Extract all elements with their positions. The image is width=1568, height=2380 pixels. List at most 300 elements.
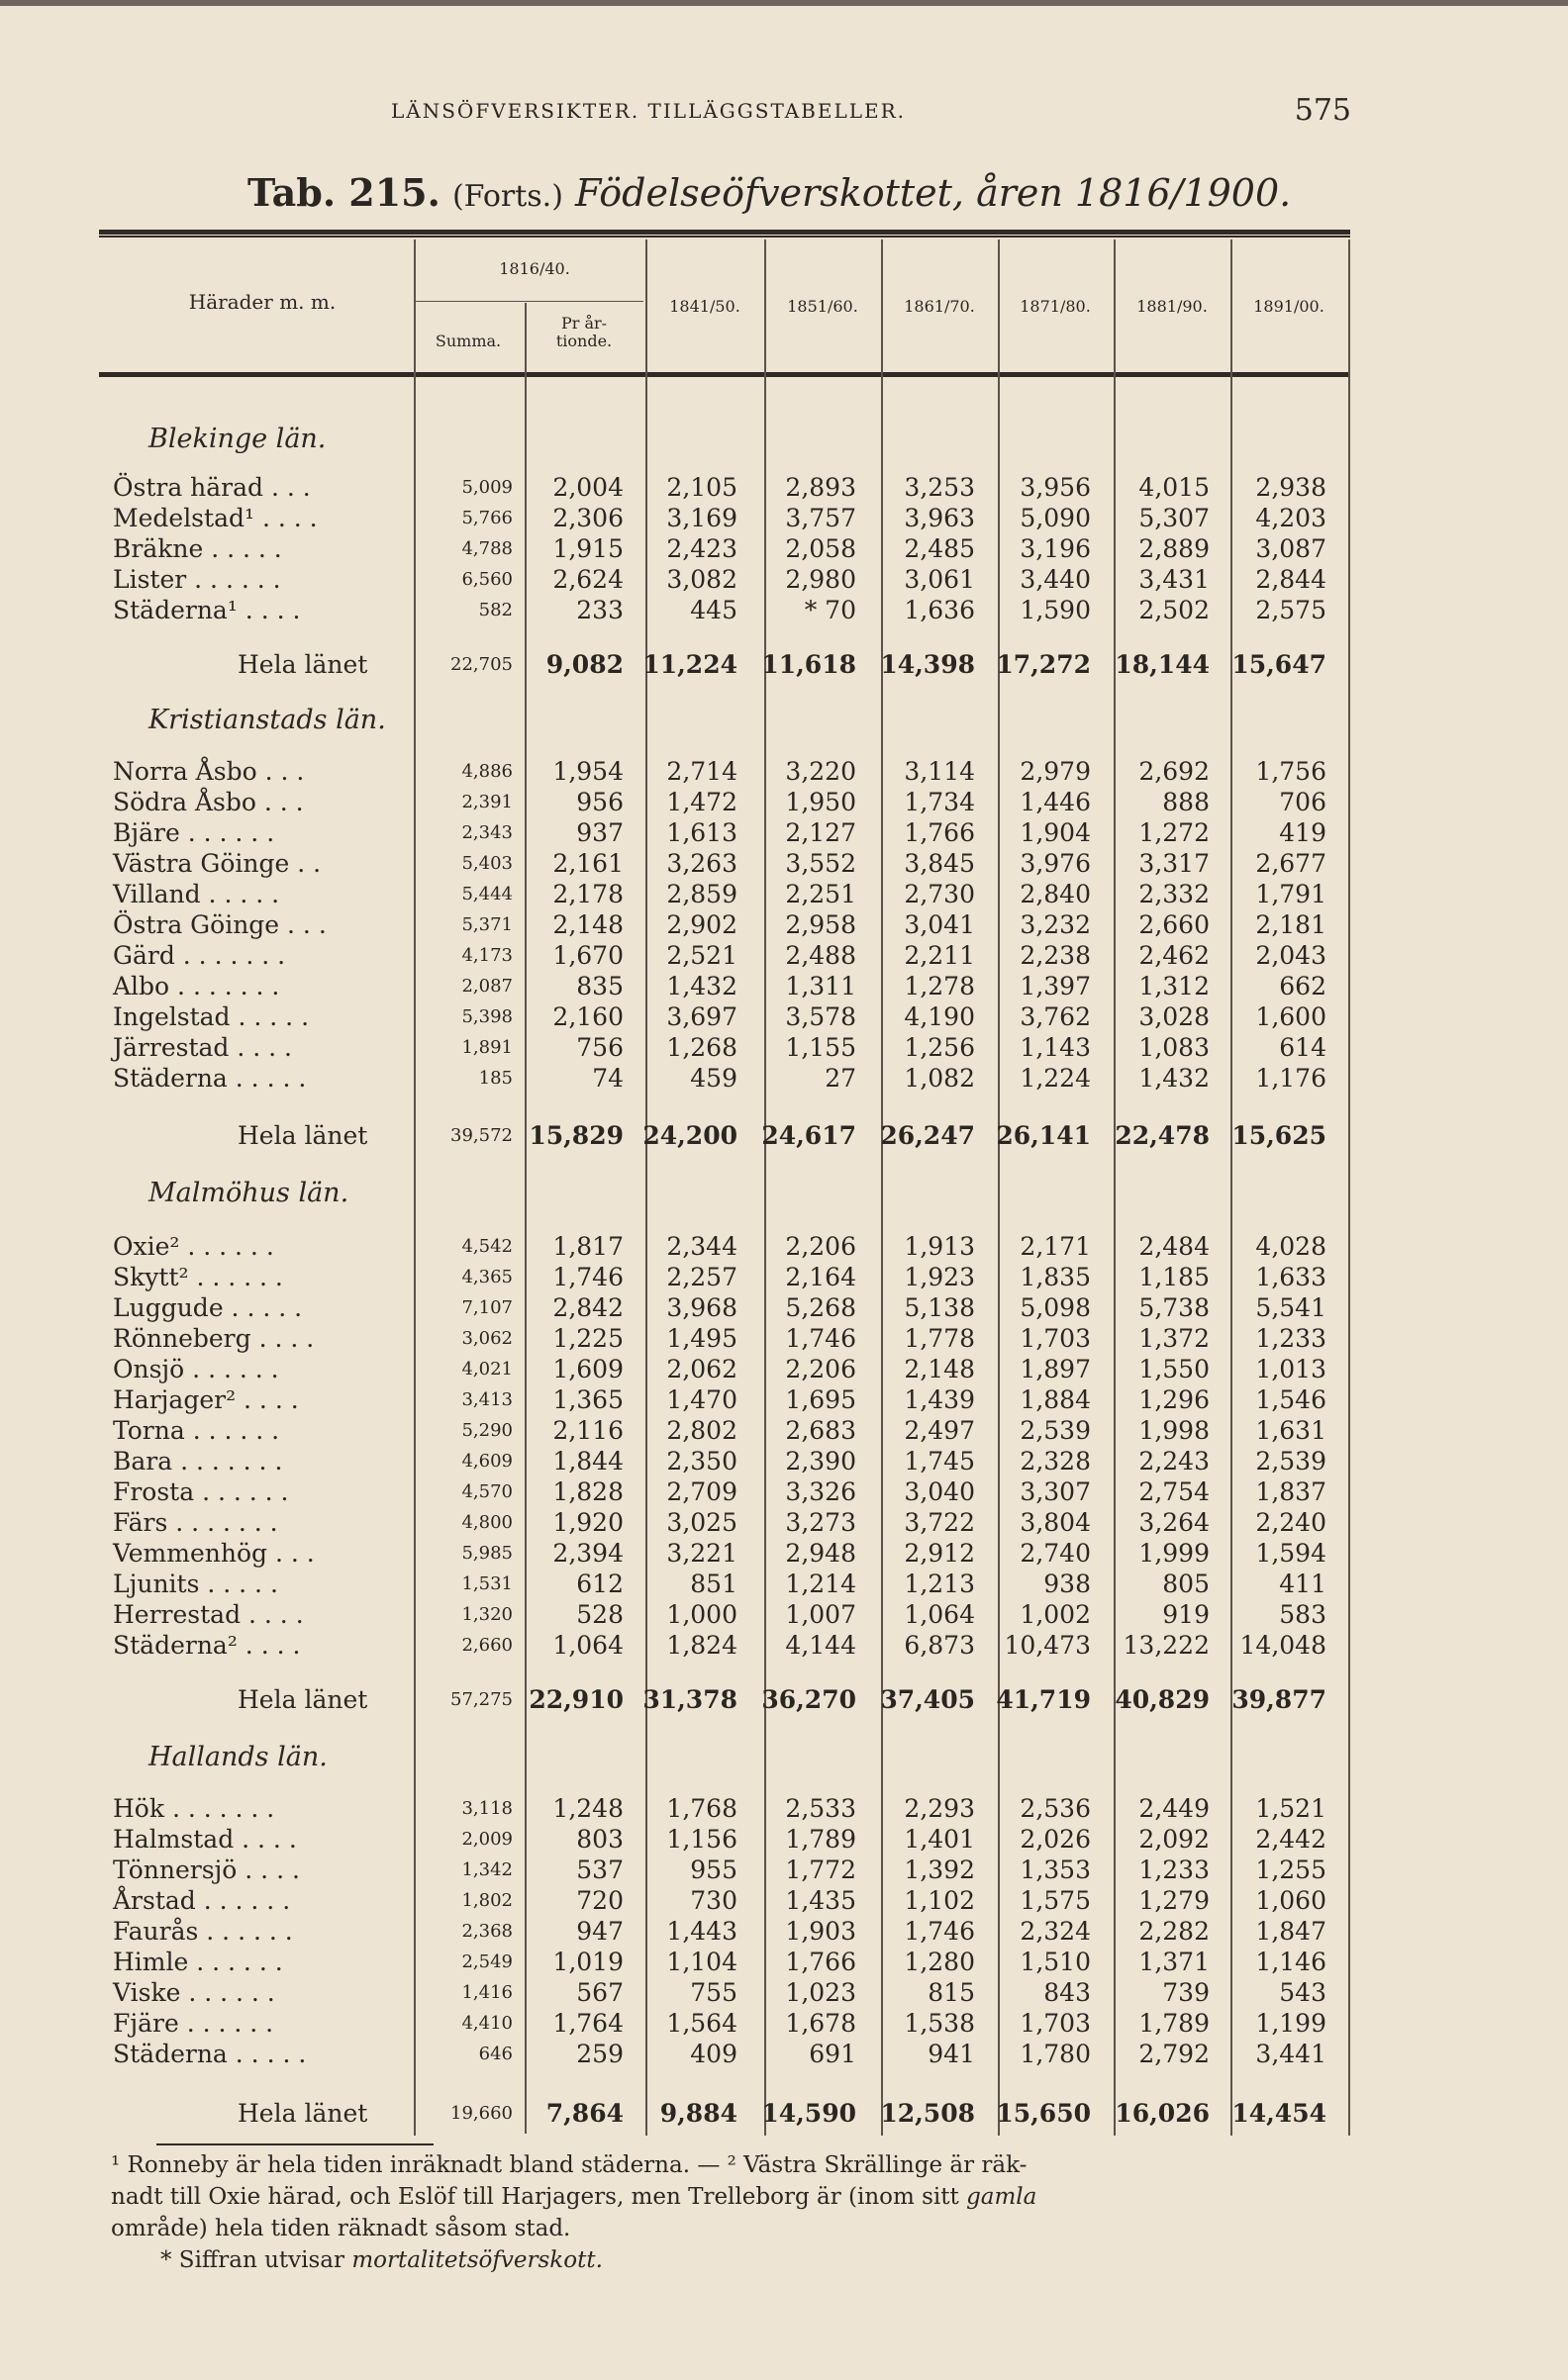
total-value: 40,829	[1115, 1685, 1210, 1714]
cell-value: 2,251	[785, 880, 856, 908]
cell-value: 13,222	[1123, 1631, 1210, 1660]
cell-value: 2,043	[1255, 941, 1326, 970]
cell-value: 2,502	[1138, 596, 1210, 624]
cell-value: 3,041	[904, 910, 975, 939]
cell-value: 3,264	[1138, 1508, 1210, 1537]
cell-value: 1,224	[1020, 1064, 1091, 1093]
cell-value: 2,497	[904, 1416, 975, 1445]
total-summa: 39,572	[450, 1125, 513, 1146]
cell-value: 2,948	[785, 1539, 856, 1568]
cell-value: 1,279	[1138, 1886, 1210, 1915]
cell-value: 1,225	[552, 1324, 624, 1353]
row-label: Villand . . . . .	[113, 880, 280, 908]
cell-value: 2,148	[552, 910, 624, 939]
cell-value: 706	[1279, 788, 1326, 816]
header-summa: Summa.	[435, 332, 502, 350]
cell-value: 1,590	[1020, 596, 1091, 624]
row-label: Ingelstad . . . . .	[113, 1002, 310, 1031]
cell-value: 1,064	[904, 1600, 975, 1629]
cell-value: * 70	[804, 596, 856, 624]
total-value: 22,910	[529, 1685, 624, 1714]
table-row	[0, 1630, 1568, 1661]
table-row	[0, 971, 1568, 1001]
cell-summa: 185	[478, 1068, 513, 1089]
total-value: 11,618	[761, 650, 856, 679]
total-row	[0, 1684, 1568, 1715]
cell-value: 2,660	[1138, 910, 1210, 939]
footnote-line-4	[111, 2244, 1338, 2276]
cell-value: 4,015	[1138, 473, 1210, 502]
cell-value: 938	[1043, 1570, 1091, 1598]
table-row	[0, 1323, 1568, 1354]
row-label: Oxie² . . . . . .	[113, 1232, 274, 1261]
cell-value: 2,730	[904, 880, 975, 908]
cell-value: 1,435	[785, 1886, 856, 1915]
cell-value: 1,998	[1138, 1416, 1210, 1445]
row-label: Medelstad¹ . . . .	[113, 504, 318, 532]
header-bottom-rule	[99, 372, 1350, 377]
cell-value: 2,533	[785, 1794, 856, 1823]
cell-value: 3,326	[785, 1477, 856, 1506]
cell-value: 4,190	[904, 1002, 975, 1031]
row-label: Tönnersjö . . . .	[113, 1856, 300, 1884]
table-row	[0, 1507, 1568, 1538]
cell-value: 843	[1043, 1978, 1091, 2007]
cell-value: 3,220	[785, 757, 856, 786]
cell-value: 1,176	[1255, 1064, 1326, 1093]
cell-summa: 3,413	[461, 1389, 513, 1410]
cell-value: 1,233	[1138, 1856, 1210, 1884]
cell-value: 2,462	[1138, 941, 1210, 970]
cell-value: 1,002	[1020, 1600, 1091, 1629]
cell-value: 3,968	[666, 1293, 737, 1322]
row-label: Lister . . . . . .	[113, 565, 281, 594]
cell-value: 1,156	[666, 1825, 737, 1854]
header-1816-40-underline	[416, 301, 643, 302]
cell-value: 1,371	[1138, 1948, 1210, 1976]
table-row	[0, 1415, 1568, 1446]
cell-value: 2,328	[1020, 1447, 1091, 1476]
cell-summa: 1,320	[461, 1604, 513, 1625]
cell-value: 1,446	[1020, 788, 1091, 816]
table-continued-note: (Forts.)	[451, 179, 563, 214]
table-row	[0, 817, 1568, 848]
row-label: Halmstad . . . .	[113, 1825, 297, 1854]
cell-value: 1,920	[552, 1508, 624, 1537]
cell-value: 1,102	[904, 1886, 975, 1915]
cell-value: 2,521	[666, 941, 737, 970]
cell-value: 2,902	[666, 910, 737, 939]
cell-value: 1,443	[666, 1917, 737, 1946]
cell-value: 1,280	[904, 1948, 975, 1976]
cell-value: 3,722	[904, 1508, 975, 1537]
cell-value: 1,472	[666, 788, 737, 816]
cell-summa: 1,531	[461, 1573, 513, 1594]
cell-value: 1,766	[785, 1948, 856, 1976]
cell-value: 1,594	[1255, 1539, 1326, 1568]
cell-value: 2,979	[1020, 757, 1091, 786]
cell-value: 1,432	[1138, 1064, 1210, 1093]
table-row	[0, 756, 1568, 787]
cell-value: 1,766	[904, 818, 975, 847]
cell-value: 2,127	[785, 818, 856, 847]
cell-summa: 4,886	[461, 761, 513, 782]
cell-summa: 2,368	[461, 1921, 513, 1942]
cell-value: 2,105	[666, 473, 737, 502]
cell-value: 1,746	[904, 1917, 975, 1946]
row-label: Luggude . . . . .	[113, 1293, 303, 1322]
cell-value: 1,837	[1255, 1477, 1326, 1506]
cell-value: 1,104	[666, 1948, 737, 1976]
running-head	[391, 93, 1381, 128]
cell-value: 835	[576, 972, 624, 1000]
table-row	[0, 1599, 1568, 1630]
cell-summa: 5,398	[461, 1006, 513, 1027]
cell-value: 409	[690, 2040, 737, 2068]
total-value: 14,398	[880, 650, 975, 679]
cell-value: 1,495	[666, 1324, 737, 1353]
cell-summa: 4,800	[461, 1512, 513, 1533]
table-row	[0, 595, 1568, 625]
table-row	[0, 787, 1568, 817]
cell-value: 2,539	[1255, 1447, 1326, 1476]
cell-value: 3,221	[666, 1539, 737, 1568]
row-label: Städerna . . . . .	[113, 2040, 307, 2068]
cell-summa: 5,403	[461, 853, 513, 874]
table-row	[0, 940, 1568, 971]
cell-value: 1,703	[1020, 2009, 1091, 2038]
cell-value: 3,025	[666, 1508, 737, 1537]
row-label: Östra härad . . .	[113, 473, 311, 502]
table-row	[0, 1354, 1568, 1384]
total-value: 41,719	[996, 1685, 1091, 1714]
total-label: Hela länet	[238, 1685, 368, 1714]
cell-value: 612	[576, 1570, 624, 1598]
cell-value: 2,092	[1138, 1825, 1210, 1854]
total-value: 15,647	[1231, 650, 1326, 679]
cell-value: 3,963	[904, 504, 975, 532]
cell-value: 2,484	[1138, 1232, 1210, 1261]
table-row	[0, 1569, 1568, 1599]
cell-value: 3,317	[1138, 849, 1210, 878]
row-label: Bjäre . . . . . .	[113, 818, 275, 847]
cell-value: 1,768	[666, 1794, 737, 1823]
cell-summa: 1,342	[461, 1859, 513, 1880]
cell-value: 537	[576, 1856, 624, 1884]
cell-value: 3,578	[785, 1002, 856, 1031]
row-label: Västra Göinge . .	[113, 849, 322, 878]
cell-value: 3,845	[904, 849, 975, 878]
cell-value: 10,473	[1004, 1631, 1091, 1660]
cell-value: 1,950	[785, 788, 856, 816]
cell-value: 1,915	[552, 534, 624, 563]
cell-value: 937	[576, 818, 624, 847]
cell-value: 445	[690, 596, 737, 624]
cell-summa: 582	[478, 600, 513, 620]
row-label: Fjäre . . . . . .	[113, 2009, 274, 2038]
cell-value: 3,697	[666, 1002, 737, 1031]
cell-value: 1,365	[552, 1385, 624, 1414]
header-period: 1891/00.	[1253, 297, 1324, 316]
cell-summa: 4,570	[461, 1481, 513, 1502]
header-period: 1881/90.	[1136, 297, 1208, 316]
cell-value: 1,521	[1255, 1794, 1326, 1823]
cell-value: 3,232	[1020, 910, 1091, 939]
table-row	[0, 909, 1568, 940]
cell-value: 1,546	[1255, 1385, 1326, 1414]
cell-value: 2,026	[1020, 1825, 1091, 1854]
cell-value: 1,155	[785, 1033, 856, 1062]
row-label: Himle . . . . . .	[113, 1948, 283, 1976]
cell-value: 2,178	[552, 880, 624, 908]
cell-value: 756	[576, 1033, 624, 1062]
cell-summa: 1,802	[461, 1890, 513, 1911]
cell-value: 2,624	[552, 565, 624, 594]
cell-value: 3,169	[666, 504, 737, 532]
cell-value: 2,893	[785, 473, 856, 502]
cell-value: 1,903	[785, 1917, 856, 1946]
header-harader: Härader m. m.	[188, 290, 337, 314]
row-label: Gärd . . . . . . .	[113, 941, 286, 970]
table-row	[0, 1977, 1568, 2008]
cell-value: 1,000	[666, 1600, 737, 1629]
cell-value: 739	[1162, 1978, 1210, 2007]
cell-value: 730	[690, 1886, 737, 1915]
cell-value: 2,677	[1255, 849, 1326, 878]
cell-value: 4,028	[1255, 1232, 1326, 1261]
table-row	[0, 1001, 1568, 1032]
cell-value: 1,538	[904, 2009, 975, 2038]
cell-value: 2,844	[1255, 565, 1326, 594]
total-value: 36,270	[761, 1685, 856, 1714]
row-label: Städerna . . . . .	[113, 1064, 307, 1093]
table-row	[0, 1947, 1568, 1977]
cell-value: 528	[576, 1600, 624, 1629]
cell-value: 1,897	[1020, 1355, 1091, 1383]
cell-value: 2,062	[666, 1355, 737, 1383]
cell-value: 1,470	[666, 1385, 737, 1414]
cell-value: 1,256	[904, 1033, 975, 1062]
total-value: 11,224	[642, 650, 737, 679]
table-row	[0, 1292, 1568, 1323]
row-label: Skytt² . . . . . .	[113, 1263, 283, 1291]
cell-value: 614	[1279, 1033, 1326, 1062]
header-pr-artionde	[525, 315, 643, 350]
cell-summa: 5,985	[461, 1543, 513, 1564]
cell-value: 2,714	[666, 757, 737, 786]
total-value: 24,200	[642, 1121, 737, 1150]
row-label: Bräkne . . . . .	[113, 534, 282, 563]
cell-value: 2,344	[666, 1232, 737, 1261]
cell-summa: 5,009	[461, 477, 513, 498]
total-row	[0, 1120, 1568, 1151]
total-summa: 57,275	[450, 1689, 513, 1710]
total-summa: 19,660	[450, 2103, 513, 2124]
cell-value: 3,263	[666, 849, 737, 878]
cell-value: 5,307	[1138, 504, 1210, 532]
page-number: 575	[1294, 93, 1351, 128]
cell-value: 1,268	[666, 1033, 737, 1062]
cell-value: 2,958	[785, 910, 856, 939]
cell-value: 1,745	[904, 1447, 975, 1476]
footnote-line-2-text: nadt till Oxie härad, och Eslöf till Harjagers, men Trelleborg är (inom sitt	[111, 2184, 967, 2210]
cell-summa: 4,173	[461, 945, 513, 966]
cell-value: 755	[690, 1978, 737, 2007]
total-value: 24,617	[761, 1121, 856, 1150]
section-heading: Kristianstads län.	[148, 705, 386, 735]
row-label: Herrestad . . . .	[113, 1600, 304, 1629]
cell-value: 1,397	[1020, 972, 1091, 1000]
row-label: Ljunits . . . . .	[113, 1570, 278, 1598]
table-row	[0, 1063, 1568, 1094]
cell-summa: 4,609	[461, 1451, 513, 1472]
header-pr: Pr år-	[560, 314, 608, 333]
cell-value: 1,013	[1255, 1355, 1326, 1383]
cell-value: 2,859	[666, 880, 737, 908]
cell-value: 2,980	[785, 565, 856, 594]
cell-value: 2,394	[552, 1539, 624, 1568]
section-heading: Blekinge län.	[148, 424, 327, 454]
cell-value: 5,098	[1020, 1293, 1091, 1322]
cell-summa: 2,549	[461, 1952, 513, 1972]
cell-summa: 6,560	[461, 569, 513, 590]
total-value: 26,247	[880, 1121, 975, 1150]
cell-value: 1,213	[904, 1570, 975, 1598]
cell-value: 3,441	[1255, 2040, 1326, 2068]
cell-value: 2,293	[904, 1794, 975, 1823]
cell-value: 2,324	[1020, 1917, 1091, 1946]
cell-value: 27	[825, 1064, 856, 1093]
cell-value: 1,746	[552, 1263, 624, 1291]
cell-value: 3,253	[904, 473, 975, 502]
cell-value: 1,023	[785, 1978, 856, 2007]
total-value: 12,508	[880, 2099, 975, 2128]
table-row	[0, 1538, 1568, 1569]
cell-value: 1,550	[1138, 1355, 1210, 1383]
header-top-rule	[99, 230, 1350, 235]
cell-value: 691	[809, 2040, 856, 2068]
cell-value: 2,306	[552, 504, 624, 532]
cell-summa: 3,062	[461, 1328, 513, 1349]
cell-value: 5,541	[1255, 1293, 1326, 1322]
cell-summa: 2,391	[461, 792, 513, 812]
cell-value: 1,633	[1255, 1263, 1326, 1291]
cell-value: 1,278	[904, 972, 975, 1000]
cell-value: 1,372	[1138, 1324, 1210, 1353]
cell-value: 3,440	[1020, 565, 1091, 594]
cell-value: 2,206	[785, 1355, 856, 1383]
total-value: 18,144	[1115, 650, 1210, 679]
cell-summa: 5,371	[461, 914, 513, 935]
cell-summa: 2,009	[461, 1829, 513, 1850]
total-label: Hela länet	[238, 650, 368, 679]
cell-value: 851	[690, 1570, 737, 1598]
table-row	[0, 503, 1568, 533]
cell-value: 2,938	[1255, 473, 1326, 502]
cell-value: 5,090	[1020, 504, 1091, 532]
cell-value: 3,307	[1020, 1477, 1091, 1506]
cell-value: 1,311	[785, 972, 856, 1000]
cell-value: 1,764	[552, 2009, 624, 2038]
cell-value: 3,757	[785, 504, 856, 532]
cell-value: 4,144	[785, 1631, 856, 1660]
cell-value: 2,485	[904, 534, 975, 563]
row-label: Årstad . . . . . .	[113, 1886, 291, 1915]
cell-value: 1,746	[785, 1324, 856, 1353]
cell-value: 567	[576, 1978, 624, 2007]
cell-value: 3,976	[1020, 849, 1091, 878]
cell-value: 74	[592, 1064, 624, 1093]
cell-summa: 5,290	[461, 1420, 513, 1441]
cell-value: 1,353	[1020, 1856, 1091, 1884]
cell-value: 2,539	[1020, 1416, 1091, 1445]
row-label: Järrestad . . . .	[113, 1033, 292, 1062]
footnote-line-1: ¹ Ronneby är hela tiden inräknadt bland städerna. — ² Västra Skrällinge är räk-	[111, 2152, 1028, 2178]
footnote-line-4-text: * Siffran utvisar	[160, 2247, 352, 2273]
cell-value: 1,146	[1255, 1948, 1326, 1976]
cell-value: 1,199	[1255, 2009, 1326, 2038]
cell-value: 2,423	[666, 534, 737, 563]
cell-value: 3,552	[785, 849, 856, 878]
cell-value: 1,789	[785, 1825, 856, 1854]
cell-value: 2,282	[1138, 1917, 1210, 1946]
table-row	[0, 1262, 1568, 1292]
total-value: 16,026	[1115, 2099, 1210, 2128]
cell-summa: 646	[478, 2044, 513, 2064]
cell-value: 662	[1279, 972, 1326, 1000]
cell-summa: 3,118	[461, 1798, 513, 1819]
cell-value: 1,954	[552, 757, 624, 786]
cell-value: 1,695	[785, 1385, 856, 1414]
cell-value: 2,889	[1138, 534, 1210, 563]
total-value: 15,829	[529, 1121, 624, 1150]
cell-value: 2,390	[785, 1447, 856, 1476]
cell-value: 1,060	[1255, 1886, 1326, 1915]
cell-summa: 1,891	[461, 1037, 513, 1058]
cell-value: 1,272	[1138, 818, 1210, 847]
total-value: 14,454	[1231, 2099, 1326, 2128]
cell-value: 14,048	[1239, 1631, 1326, 1660]
cell-value: 1,312	[1138, 972, 1210, 1000]
cell-value: 1,082	[904, 1064, 975, 1093]
cell-value: 1,913	[904, 1232, 975, 1261]
cell-value: 2,171	[1020, 1232, 1091, 1261]
cell-value: 1,847	[1255, 1917, 1326, 1946]
cell-value: 1,678	[785, 2009, 856, 2038]
cell-summa: 7,107	[461, 1297, 513, 1318]
cell-value: 4,203	[1255, 504, 1326, 532]
cell-value: 2,449	[1138, 1794, 1210, 1823]
total-row	[0, 2098, 1568, 2129]
table-row	[0, 2039, 1568, 2069]
cell-value: 1,884	[1020, 1385, 1091, 1414]
cell-value: 2,116	[552, 1416, 624, 1445]
cell-value: 1,999	[1138, 1539, 1210, 1568]
cell-value: 2,536	[1020, 1794, 1091, 1823]
total-row	[0, 649, 1568, 680]
cell-value: 3,082	[666, 565, 737, 594]
cell-value: 1,248	[552, 1794, 624, 1823]
header-period: 1851/60.	[787, 297, 858, 316]
table-row	[0, 1885, 1568, 1916]
cell-value: 233	[576, 596, 624, 624]
cell-value: 1,064	[552, 1631, 624, 1660]
cell-value: 2,488	[785, 941, 856, 970]
cell-value: 1,904	[1020, 818, 1091, 847]
cell-value: 2,754	[1138, 1477, 1210, 1506]
table-row	[0, 1384, 1568, 1415]
total-value: 37,405	[880, 1685, 975, 1714]
